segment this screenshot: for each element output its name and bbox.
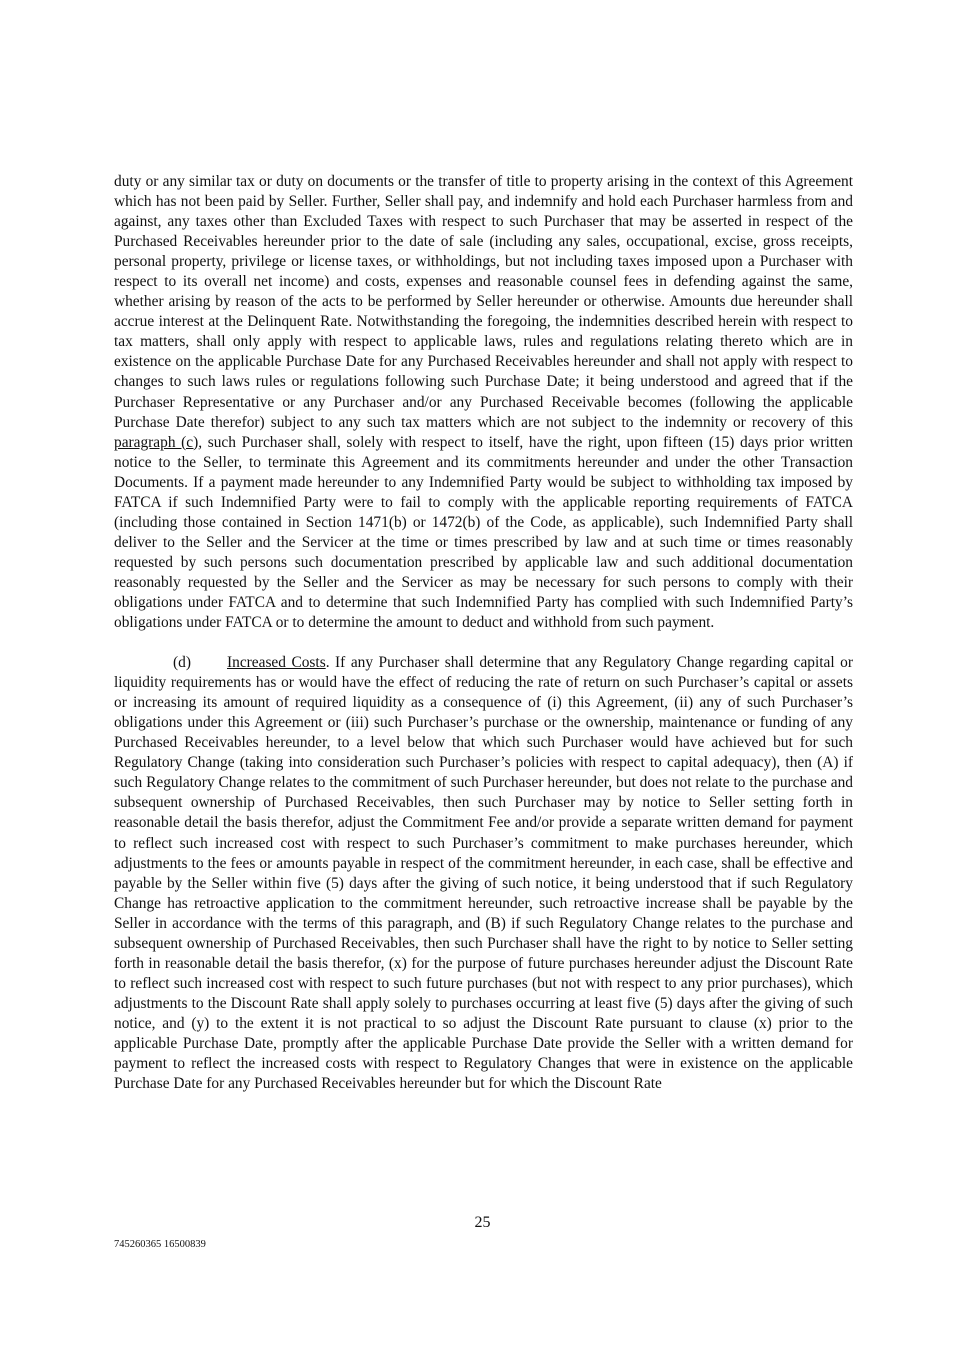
paragraph-d-heading: Increased Costs <box>227 654 326 672</box>
page-number: 25 <box>474 1214 491 1231</box>
body-text <box>114 172 853 1094</box>
paragraph-c-text-2: , such Purchaser shall, solely with respect to itself, have the right, upon fifteen (15) days prior written notice to the Seller, to terminate this Agreement and its commitments hereunder and under the other Transaction Documents. If a payment made hereunder to any Indemnified Party would be subject to withholding tax imposed by FATCA if such Indemnified Party were to fail to comply with the applicable reporting requirements of FATCA (including those contained in Section 1471(b) or 1472(b) of the Code, as applicable), such Indemnified Party shall deliver to the Seller and the Servicer at the time or times prescribed by law and at such time or times reasonably requested by such persons such documentation prescribed by applicable law and such additional documentation reasonably requested by the Seller and the Servicer as may be necessary for such persons to comply with their obligations under FATCA and to determine that such Indemnified Party has complied with such Indemnified Party’s obligations under FATCA or to determine the amount to deduct and withhold from such payment. <box>114 433 853 632</box>
paragraph-c-text-1: duty or any similar tax or duty on documents or the transfer of title to property arising in the context of this Agreement which has not been paid by Seller. Further, Seller shall pay, and indemnify and hold each Purchaser harmless from and against, any taxes other than Excluded Taxes with respect to such Purchaser that may be asserted in respect of the Purchased Receivables hereunder prior to the date of sale (including any sales, occupational, excise, gross receipts, personal property, privilege or license taxes, or withholdings, but not including taxes imposed upon a Purchaser with respect to its overall net income) and costs, expenses and reasonable counsel fees in defending against the same, whether arising by reason of the acts to be performed by Seller hereunder or otherwise. Amounts due hereunder shall accrue interest at the Delinquent Rate. Notwithstanding the foregoing, the indemnities described herein with respect to tax matters, shall only apply with respect to applicable laws, rules and regulations relating thereto which are in existence on the applicable Purchase Date for any Purchased Receivables hereunder and shall not apply with respect to changes to such laws rules or regulations following such Purchase Date; it being understood and agreed that if the Purchaser Representative or any Purchaser and/or any Purchased Receivable becomes (following the applicable Purchase Date therefor) subject to any such tax matters which are not subject to the indemnity or recovery of this <box>114 173 853 431</box>
paragraph-d-text: . If any Purchaser shall determine that any Regulatory Change regarding capital or liquidity requirements has or would have the effect of reducing the rate of return on such Purchaser’s capital or assets or increasing its amount of required liquidity as a consequence of (i) this Agreement, (ii) any of such Purchaser’s obligations under this Agreement or (iii) such Purchaser’s purchase or the ownership, maintenance or funding of any Purchased Receivables hereunder, to a level below that which such Purchaser would have achieved but for such Regulatory Change (taking into consideration such Purchaser’s policies with respect to capital adequacy), then (A) if such Regulatory Change relates to the commitment of such Purchaser hereunder, but does not relate to the purchase and subsequent ownership of Purchased Receivables, then such Purchaser may by notice to Seller setting forth in reasonable detail the basis therefor, adjust the Commitment Fee and/or provide a separate written demand for payment to reflect such increased cost with respect to such Purchaser’s commitment to make purchases hereunder, which adjustments to the fees or amounts payable in respect of the commitment hereunder, in each case, shall be effective and payable by the Seller within five (5) days after the giving of such notice, it being understood that if such Regulatory Change has retroactive application to the commitment hereunder, such retroactive increase shall be payable by the Seller in accordance with the terms of this paragraph, and (B) if such Regulatory Change relates to the purchase and subsequent ownership of Purchased Receivables, then such Purchaser shall have the right to by notice to Seller setting forth in reasonable detail the basis therefor, (x) for the purpose of future purchases hereunder adjust the Discount Rate to reflect such increased cost with respect to such future purchases (but not with respect to any prior purchases), which adjustments to the Discount Rate shall apply solely to purchases occurring at least five (5) days after the giving of such notice, and (y) to the extent it is not practical to so adjust the Discount Rate pursuant to clause (x) prior to the applicable Purchase Date, promptly after the applicable Purchase Date provide the Seller with a written demand for payment to reflect the increased costs with respect to Regulatory Changes that were in existence on the applicable Purchase Date for any Purchased Receivables hereunder but for which the Discount Rate <box>114 654 853 1093</box>
paragraph-spacer <box>114 633 853 653</box>
paragraph-d-label: (d) <box>173 654 191 672</box>
paragraph-c-continuation <box>114 172 853 633</box>
paragraph-d <box>114 653 853 1094</box>
paragraph-c-reference: paragraph (c) <box>114 433 199 451</box>
document-id: 745260365 16500839 <box>114 1239 206 1250</box>
paragraph-d-indent <box>114 653 227 673</box>
